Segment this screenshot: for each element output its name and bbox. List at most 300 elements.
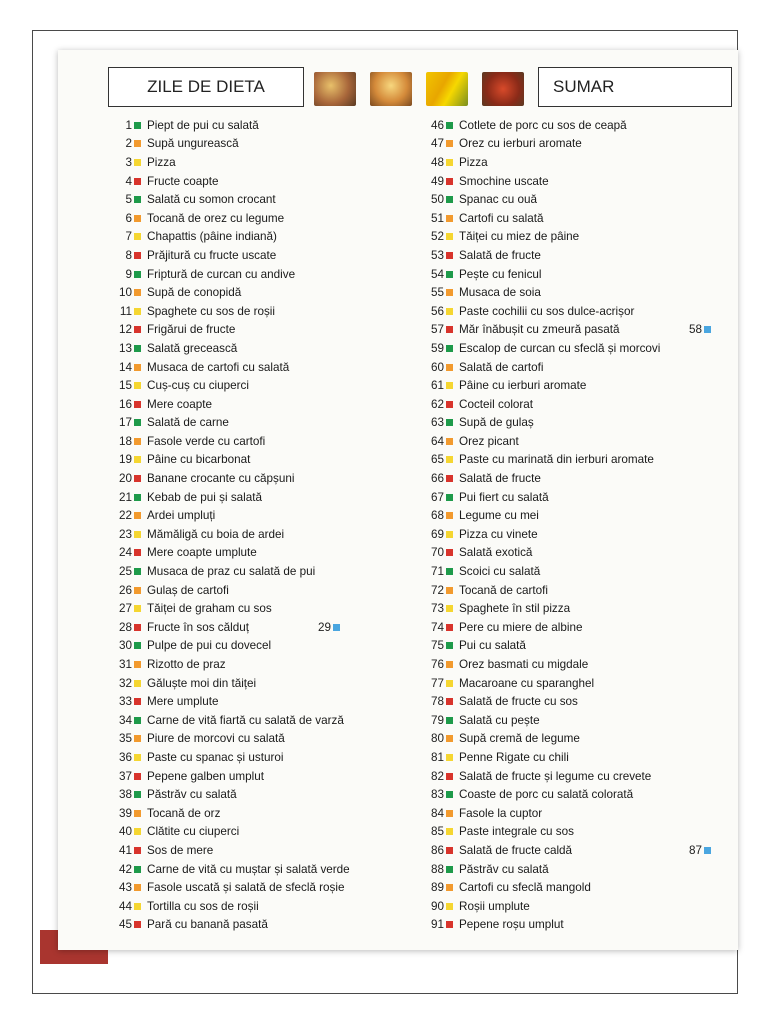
category-color-marker-icon: [134, 549, 141, 556]
diet-day-item: [108, 228, 408, 247]
category-color-marker-icon: [446, 456, 453, 463]
category-color-marker-icon: [446, 308, 453, 315]
category-color-marker-icon: [446, 512, 453, 519]
category-color-marker-icon: [134, 847, 141, 854]
dish-name: Musaca de praz cu salată de pui: [147, 565, 316, 579]
dish-name: Legume cu mei: [459, 509, 539, 523]
dish-name: Tocană de orz: [147, 806, 221, 820]
day-number: 4: [125, 174, 132, 188]
diet-day-item: [108, 376, 408, 395]
diet-day-item: [108, 246, 408, 265]
diet-days-list-left: [108, 116, 408, 934]
dish-name: Paste cu marinată din ierburi aromate: [459, 453, 654, 467]
day-number: 70: [430, 546, 444, 560]
day-number: 86: [430, 843, 444, 857]
dish-name: Carne de vită cu muștar și salată verde: [147, 862, 350, 876]
diet-day-item: [408, 804, 728, 823]
dish-name: Fructe coapte: [147, 174, 219, 188]
diet-day-item: [408, 395, 728, 414]
day-number: 30: [118, 639, 132, 653]
category-color-marker-icon: [446, 549, 453, 556]
day-number: 69: [430, 527, 444, 541]
diet-day-item: [408, 153, 728, 172]
diet-day-item: [408, 209, 728, 228]
day-number: 41: [118, 843, 132, 857]
dish-name: Smochine uscate: [459, 174, 549, 188]
category-color-marker-icon: [446, 178, 453, 185]
header-title-right: SUMAR: [538, 67, 732, 107]
day-number: 72: [430, 583, 444, 597]
diet-day-item: [408, 376, 728, 395]
dish-name: Mămăligă cu boia de ardei: [147, 527, 285, 541]
category-color-marker-icon: [134, 512, 141, 519]
category-color-marker-icon: [446, 140, 453, 147]
dish-name: Găluște moi din tăiței: [147, 676, 257, 690]
category-color-marker-icon: [446, 587, 453, 594]
day-number: 53: [430, 248, 444, 262]
diet-day-item: [108, 153, 408, 172]
diet-day-item: [408, 599, 728, 618]
diet-day-item: [108, 748, 408, 767]
category-color-marker-icon: [134, 122, 141, 129]
dish-name: Piept de pui cu salată: [147, 118, 259, 132]
category-color-marker-icon: [446, 754, 453, 761]
day-number: 37: [118, 769, 132, 783]
day-number: 88: [430, 862, 444, 876]
day-number: 84: [430, 806, 444, 820]
diet-day-item: [408, 414, 728, 433]
dish-name: Paste cochilii cu sos dulce-acrișor: [459, 304, 635, 318]
category-color-marker-icon: [446, 921, 453, 928]
dish-name: Cartofi cu salată: [459, 211, 544, 225]
dish-name: Macaroane cu sparanghel: [459, 676, 595, 690]
day-number: 91: [430, 918, 444, 932]
diet-day-item: [408, 506, 728, 525]
dish-name: Pară cu banană pasată: [147, 918, 268, 932]
extra-day-marker: [689, 323, 711, 336]
category-color-marker-icon: [134, 773, 141, 780]
category-color-marker-icon: [134, 438, 141, 445]
diet-day-item: [108, 804, 408, 823]
category-color-marker-icon: [704, 847, 711, 854]
diet-day-item: [408, 358, 728, 377]
category-color-marker-icon: [446, 438, 453, 445]
diet-day-item: [108, 860, 408, 879]
category-color-marker-icon: [134, 364, 141, 371]
category-color-marker-icon: [446, 159, 453, 166]
header-title-left: ZILE DE DIETA: [108, 67, 304, 107]
category-color-marker-icon: [446, 866, 453, 873]
day-number: 76: [430, 658, 444, 672]
category-color-marker-icon: [134, 475, 141, 482]
dish-name: Salată de fructe caldă: [459, 843, 573, 857]
diet-day-item: [108, 116, 408, 135]
day-number: 66: [430, 472, 444, 486]
day-number: 43: [118, 881, 132, 895]
category-color-marker-icon: [446, 680, 453, 687]
diet-day-item: [408, 190, 728, 209]
category-color-marker-icon: [134, 884, 141, 891]
day-number: 32: [118, 676, 132, 690]
category-color-marker-icon: [446, 419, 453, 426]
diet-day-item: [408, 767, 728, 786]
dish-name: Cotlete de porc cu sos de ceapă: [459, 118, 627, 132]
day-number: 52: [430, 230, 444, 244]
day-number: 13: [118, 341, 132, 355]
dish-name: Supă de conopidă: [147, 286, 242, 300]
diet-day-item: [108, 916, 408, 935]
category-color-marker-icon: [134, 159, 141, 166]
food-photo-4: [482, 72, 524, 106]
day-number: 45: [118, 918, 132, 932]
category-color-marker-icon: [134, 271, 141, 278]
day-number: 82: [430, 769, 444, 783]
dish-name: Spaghete cu sos de roșii: [147, 304, 275, 318]
category-color-marker-icon: [134, 531, 141, 538]
diet-day-item: [108, 469, 408, 488]
dish-name: Frigărui de fructe: [147, 323, 236, 337]
dish-name: Salată grecească: [147, 341, 238, 355]
category-color-marker-icon: [446, 345, 453, 352]
dish-name: Salată de cartofi: [459, 360, 544, 374]
diet-day-item: [108, 544, 408, 563]
dish-name: Salată de carne: [147, 416, 229, 430]
dish-name: Păstrăv cu salată: [147, 788, 237, 802]
diet-day-item: [108, 599, 408, 618]
category-color-marker-icon: [446, 791, 453, 798]
diet-day-item: [408, 451, 728, 470]
category-color-marker-icon: [134, 252, 141, 259]
day-number: 10: [118, 286, 132, 300]
dish-name: Mere umplute: [147, 695, 219, 709]
day-number: 23: [118, 527, 132, 541]
dish-name: Mere coapte: [147, 397, 212, 411]
day-number: 89: [430, 881, 444, 895]
diet-day-item: [408, 618, 728, 637]
day-number: 19: [118, 453, 132, 467]
day-number: 22: [118, 509, 132, 523]
day-number: 17: [118, 416, 132, 430]
diet-day-item: [108, 674, 408, 693]
day-number: 81: [430, 750, 444, 764]
diet-day-item: [408, 674, 728, 693]
diet-day-item: [108, 339, 408, 358]
diet-day-item: [108, 265, 408, 284]
day-number: 42: [118, 862, 132, 876]
category-color-marker-icon: [134, 866, 141, 873]
dish-name: Supă de gulaș: [459, 416, 534, 430]
day-number: 35: [118, 732, 132, 746]
category-color-marker-icon: [134, 735, 141, 742]
day-number: 57: [430, 323, 444, 337]
category-color-marker-icon: [134, 642, 141, 649]
dish-name: Mere coapte umplute: [147, 546, 257, 560]
day-number: 80: [430, 732, 444, 746]
dish-name: Orez basmati cu migdale: [459, 658, 589, 672]
dish-name: Gulaș de cartofi: [147, 583, 229, 597]
dish-name: Salată exotică: [459, 546, 533, 560]
category-color-marker-icon: [134, 233, 141, 240]
day-number: 47: [430, 137, 444, 151]
category-color-marker-icon: [446, 661, 453, 668]
diet-day-item: [108, 190, 408, 209]
diet-day-item: [108, 841, 408, 860]
category-color-marker-icon: [134, 717, 141, 724]
diet-day-item: [108, 730, 408, 749]
dish-name: Pâine cu ierburi aromate: [459, 379, 587, 393]
day-number: 64: [430, 434, 444, 448]
day-number: 65: [430, 453, 444, 467]
dish-name: Spanac cu ouă: [459, 193, 537, 207]
day-number: 55: [430, 286, 444, 300]
category-color-marker-icon: [446, 382, 453, 389]
dish-name: Pizza: [459, 155, 488, 169]
diet-day-item: [108, 692, 408, 711]
day-number: 54: [430, 267, 444, 281]
category-color-marker-icon: [446, 828, 453, 835]
dish-name: Pizza: [147, 155, 176, 169]
dish-name: Pulpe de pui cu dovecel: [147, 639, 272, 653]
diet-day-item: [108, 283, 408, 302]
diet-day-item: [408, 525, 728, 544]
day-number: 14: [118, 360, 132, 374]
dish-name: Tortilla cu sos de roșii: [147, 899, 259, 913]
diet-day-item: [108, 321, 408, 340]
dish-name: Salată de fructe: [459, 248, 541, 262]
category-color-marker-icon: [446, 773, 453, 780]
dish-name: Pere cu miere de albine: [459, 620, 583, 634]
diet-day-item: [408, 637, 728, 656]
diet-day-item: [408, 916, 728, 935]
dish-name: Cartofi cu sfeclă mangold: [459, 881, 591, 895]
day-number: 20: [118, 472, 132, 486]
dish-name: Tăiței de graham cu sos: [147, 602, 272, 616]
day-number: 15: [118, 379, 132, 393]
category-color-marker-icon: [446, 624, 453, 631]
diet-day-item: [408, 116, 728, 135]
diet-day-item: [108, 637, 408, 656]
category-color-marker-icon: [134, 587, 141, 594]
diet-day-item: [108, 823, 408, 842]
diet-day-item: [408, 265, 728, 284]
dish-name: Pui cu salată: [459, 639, 526, 653]
day-number: 49: [430, 174, 444, 188]
diet-day-item: [108, 358, 408, 377]
category-color-marker-icon: [134, 661, 141, 668]
diet-day-item: [408, 488, 728, 507]
dish-name: Salată cu pește: [459, 713, 540, 727]
dish-name: Păstrăv cu salată: [459, 862, 549, 876]
day-number: 18: [118, 434, 132, 448]
category-color-marker-icon: [446, 401, 453, 408]
dish-name: Pui fiert cu salată: [459, 490, 549, 504]
diet-day-item: [108, 525, 408, 544]
dish-name: Tocană de orez cu legume: [147, 211, 285, 225]
extra-day-number: 29: [318, 620, 332, 634]
day-number: 26: [118, 583, 132, 597]
category-color-marker-icon: [134, 828, 141, 835]
category-color-marker-icon: [446, 122, 453, 129]
dish-name: Cuș-cuș cu ciuperci: [147, 379, 249, 393]
day-number: 24: [118, 546, 132, 560]
food-photo-1: [314, 72, 356, 106]
diet-day-item: [108, 767, 408, 786]
dish-name: Musaca de cartofi cu salată: [147, 360, 290, 374]
diet-day-item: [108, 785, 408, 804]
category-color-marker-icon: [446, 475, 453, 482]
day-number: 68: [430, 509, 444, 523]
day-number: 48: [430, 155, 444, 169]
dish-name: Supă ungurească: [147, 137, 239, 151]
category-color-marker-icon: [446, 568, 453, 575]
day-number: 39: [118, 806, 132, 820]
diet-day-item: [108, 414, 408, 433]
day-number: 44: [118, 899, 132, 913]
category-color-marker-icon: [134, 140, 141, 147]
category-color-marker-icon: [446, 717, 453, 724]
diet-day-item: [408, 655, 728, 674]
category-color-marker-icon: [134, 791, 141, 798]
diet-day-item: [108, 172, 408, 191]
day-number: 46: [430, 118, 444, 132]
dish-name: Scoici cu salată: [459, 565, 541, 579]
day-number: 63: [430, 416, 444, 430]
category-color-marker-icon: [446, 364, 453, 371]
category-color-marker-icon: [446, 215, 453, 222]
category-color-marker-icon: [446, 531, 453, 538]
day-number: 7: [125, 230, 132, 244]
diet-day-item: [408, 135, 728, 154]
dish-name: Fructe în sos călduț: [147, 620, 249, 634]
day-number: 74: [430, 620, 444, 634]
day-number: 56: [430, 304, 444, 318]
day-number: 61: [430, 379, 444, 393]
diet-day-item: [108, 562, 408, 581]
category-color-marker-icon: [134, 326, 141, 333]
diet-day-item: [408, 469, 728, 488]
diet-day-item: [108, 135, 408, 154]
diet-day-item: [408, 432, 728, 451]
diet-day-item: [408, 841, 728, 860]
diet-day-item: [408, 544, 728, 563]
category-color-marker-icon: [704, 326, 711, 333]
dish-name: Paste integrale cu sos: [459, 825, 574, 839]
category-color-marker-icon: [134, 568, 141, 575]
day-number: 50: [430, 193, 444, 207]
diet-day-item: [108, 506, 408, 525]
dish-name: Salată de fructe: [459, 472, 541, 486]
day-number: 27: [118, 602, 132, 616]
category-color-marker-icon: [333, 624, 340, 631]
dish-name: Pește cu fenicul: [459, 267, 542, 281]
diet-day-item: [408, 711, 728, 730]
diet-day-item: [408, 228, 728, 247]
category-color-marker-icon: [446, 233, 453, 240]
dish-name: Paste cu spanac și usturoi: [147, 750, 284, 764]
diet-day-item: [108, 488, 408, 507]
dish-name: Friptură de curcan cu andive: [147, 267, 296, 281]
diet-day-item: [408, 562, 728, 581]
dish-name: Cocteil colorat: [459, 397, 534, 411]
day-number: 28: [118, 620, 132, 634]
day-number: 85: [430, 825, 444, 839]
dish-name: Penne Rigate cu chili: [459, 750, 569, 764]
diet-day-item: [408, 339, 728, 358]
dish-name: Sos de mere: [147, 843, 214, 857]
day-number: 77: [430, 676, 444, 690]
day-number: 51: [430, 211, 444, 225]
dish-name: Salată de fructe cu sos: [459, 695, 578, 709]
category-color-marker-icon: [446, 735, 453, 742]
dish-name: Piure de morcovi cu salată: [147, 732, 285, 746]
diet-day-item: [108, 897, 408, 916]
day-number: 71: [430, 565, 444, 579]
day-number: 2: [125, 137, 132, 151]
diet-day-item: [408, 172, 728, 191]
category-color-marker-icon: [134, 624, 141, 631]
day-number: 59: [430, 341, 444, 355]
dish-name: Pepene galben umplut: [147, 769, 264, 783]
diet-day-item: [108, 878, 408, 897]
category-color-marker-icon: [446, 252, 453, 259]
dish-name: Kebab de pui și salată: [147, 490, 263, 504]
diet-day-item: [408, 283, 728, 302]
dish-name: Supă cremă de legume: [459, 732, 580, 746]
day-number: 5: [125, 193, 132, 207]
day-number: 90: [430, 899, 444, 913]
category-color-marker-icon: [446, 289, 453, 296]
dish-name: Salată cu somon crocant: [147, 193, 276, 207]
dish-name: Fasole la cuptor: [459, 806, 543, 820]
dish-name: Orez cu ierburi aromate: [459, 137, 582, 151]
category-color-marker-icon: [134, 215, 141, 222]
diet-day-item: [108, 451, 408, 470]
day-number: 67: [430, 490, 444, 504]
dish-name: Salată de fructe și legume cu crevete: [459, 769, 652, 783]
dish-name: Banane crocante cu căpșuni: [147, 472, 295, 486]
dish-name: Roșii umplute: [459, 899, 530, 913]
dish-name: Orez picant: [459, 434, 519, 448]
day-number: 33: [118, 695, 132, 709]
category-color-marker-icon: [446, 810, 453, 817]
diet-day-item: [108, 432, 408, 451]
diet-day-item: [408, 860, 728, 879]
category-color-marker-icon: [134, 345, 141, 352]
category-color-marker-icon: [134, 698, 141, 705]
diet-day-item: [408, 302, 728, 321]
day-number: 6: [125, 211, 132, 225]
category-color-marker-icon: [446, 326, 453, 333]
day-number: 78: [430, 695, 444, 709]
diet-day-item: [408, 823, 728, 842]
dish-name: Chapattis (pâine indiană): [147, 230, 277, 244]
diet-day-item: [108, 395, 408, 414]
day-number: 75: [430, 639, 444, 653]
diet-day-item: [408, 748, 728, 767]
dish-name: Spaghete în stil pizza: [459, 602, 571, 616]
category-color-marker-icon: [134, 419, 141, 426]
day-number: 16: [118, 397, 132, 411]
extra-day-marker: [318, 621, 340, 634]
category-color-marker-icon: [134, 456, 141, 463]
day-number: 83: [430, 788, 444, 802]
dish-name: Pizza cu vinete: [459, 527, 538, 541]
dish-name: Tocană de cartofi: [459, 583, 549, 597]
dish-name: Coaste de porc cu salată colorată: [459, 788, 634, 802]
category-color-marker-icon: [134, 178, 141, 185]
category-color-marker-icon: [134, 680, 141, 687]
day-number: 25: [118, 565, 132, 579]
